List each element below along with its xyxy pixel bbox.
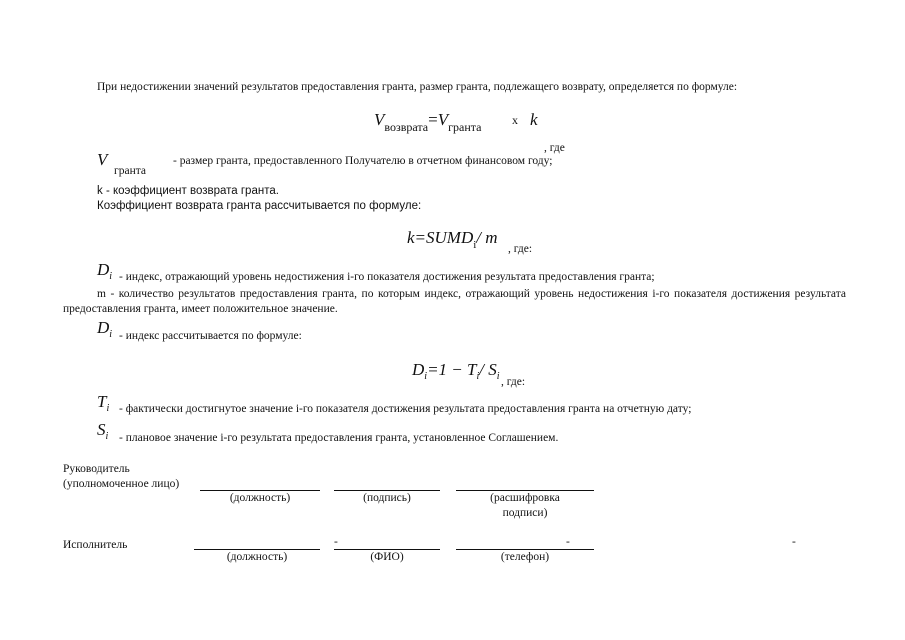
head-caption-position: (должность) [229,492,291,504]
head-caption-decoding-1: (расшифровка [490,492,560,504]
head-label: Руководитель [63,463,130,475]
def-v-text: - размер гранта, предоставленного Получателю в отчетном финансовом году; [173,155,553,167]
head-signature-line [334,490,440,491]
head-label-sub: (уполномоченное лицо) [63,478,180,490]
formula2-gde: , где: [508,243,533,255]
formula-k: k [530,110,538,129]
exec-phone-line [456,549,594,550]
head-caption-decoding-2: подписи) [502,507,548,519]
def-d2-text: - индекс рассчитывается по формуле: [119,330,302,342]
exec-name-line [334,549,440,550]
def-s-text: - плановое значение i-го результата предоставления гранта, установленное Соглашением. [119,432,559,444]
head-position-line [200,490,320,491]
exec-label: Исполнитель [63,539,128,551]
def-m-text: m - количество результатов предоставления гранта, по которым индекс, отражающий уровень недостижения i-го показателя достижения результата предоставления гранта, имеет положительное значение. [63,288,846,315]
exec-caption-name: (ФИО) [370,551,404,563]
symbol-v: V [97,150,108,169]
formula-d-index: $D_i=1 - T_i/$ $S_i$ [412,360,500,382]
def-d-text: - индекс, отражающий уровень недостижения i-го показателя достижения результата предоставления гранта; [119,271,655,283]
exec-caption-position: (должность) [226,551,288,563]
formula-refund: $V_{возврата}=V_{гранта}$ [374,110,482,134]
head-decoding-line [456,490,594,491]
intro-text: При недостижении значений результатов предоставления гранта, размер гранта, подлежащего возврату, определяется по формуле: [97,81,738,93]
exec-caption-phone: (телефон) [500,551,550,563]
k-formula-intro: Коэффициент возврата гранта рассчитывается по формуле: [97,200,422,212]
symbol-s: $S_i$ [97,420,109,442]
formula-times-sign: x [512,113,518,127]
symbol-d-2: $D_i$ [97,318,113,340]
def-t-text: - фактически достигнутое значение i-го показателя достижения результата предоставления гранта на отчетную дату; [119,403,692,415]
head-caption-signature: (подпись) [363,492,411,504]
exec-dash-3: - [792,536,796,548]
formula3-gde: , где: [501,376,526,388]
exec-position-line [194,549,320,550]
symbol-d: $D_i$ [97,260,113,282]
symbol-v-sub: гранта [114,165,146,177]
symbol-t: $T_i$ [97,392,110,414]
formula-k-coefficient: $k=SUMD_i/$ m [407,228,498,251]
def-k-text: k - коэффициент возврата гранта. [97,185,279,197]
exec-dash-1: - [334,536,338,548]
formula-gde: , где [544,142,565,154]
exec-dash-2: - [566,536,570,548]
